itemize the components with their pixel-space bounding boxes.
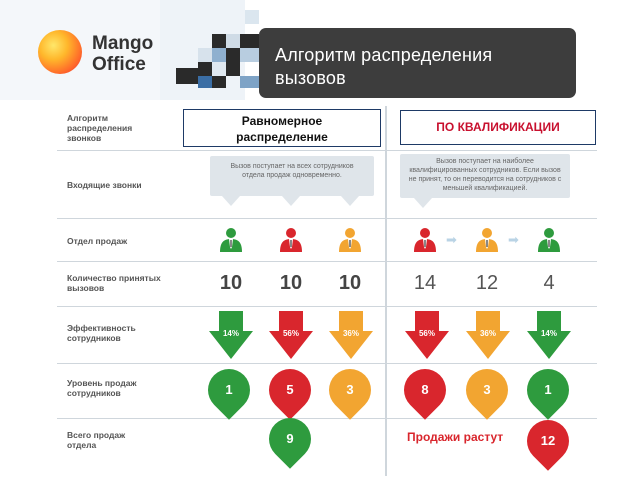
sales-grow-label: Продажи растут [407,430,504,444]
efficiency-value: 14% [222,329,239,338]
sales-value: 3 [346,382,354,397]
row-label-department: Отдел продаж [67,236,128,246]
count-left-3: 10 [338,272,362,294]
efficiency-arrow-icon [466,311,510,359]
person-icon [218,227,244,253]
column-header-equal: Равномерное распределение [183,109,381,147]
count-right-1: 14 [413,272,437,294]
arrow-right-icon: ➡ [508,232,519,247]
bubble-tail [341,196,359,206]
efficiency-value: 14% [540,329,557,338]
incoming-bubble-right: Вызов поступает на наиболее квалифицированных сотрудников. Если вызов не принят, то он переводится на сотрудников с меньшей квалификацией. [400,154,570,198]
row-label-efficiency: Эффективность сотрудников [67,323,136,343]
count-left-2: 10 [279,272,303,294]
row-label-total: Всего продаж отдела [67,430,126,450]
slide-title-box [259,28,576,98]
sales-value: 12 [540,433,556,448]
efficiency-value: 56% [418,329,435,338]
row-label-sales: Уровень продаж сотрудников [67,378,137,398]
incoming-bubble-left: Вызов поступает на всех сотрудников отдела продаж одновременно. [210,156,374,196]
person-icon [412,227,438,253]
row-label-calls: Количество принятых вызовов [67,273,161,293]
efficiency-arrow-icon [405,311,449,359]
bubble-tail [222,196,240,206]
bubble-tail [282,196,300,206]
row-label-incoming: Входящие звонки [67,180,142,190]
slide-title: Алгоритм распределения вызовов [275,45,493,88]
efficiency-value: 36% [342,329,359,338]
efficiency-arrow-icon [269,311,313,359]
sales-value: 5 [286,382,294,397]
efficiency-value: 56% [282,329,299,338]
efficiency-value: 36% [479,329,496,338]
mango-logo-icon [38,30,82,74]
bubble-tail [414,198,432,208]
sales-value: 9 [286,431,294,446]
person-icon [337,227,363,253]
count-right-2: 12 [475,272,499,294]
arrow-right-icon: ➡ [446,232,457,247]
column-header-qualification: ПО КВАЛИФИКАЦИИ [400,110,596,145]
count-left-1: 10 [219,272,243,294]
sales-value: 1 [544,382,552,397]
efficiency-arrow-icon [209,311,253,359]
efficiency-arrow-icon [527,311,571,359]
efficiency-arrow-icon [329,311,373,359]
person-icon [474,227,500,253]
sales-value: 3 [483,382,491,397]
person-icon [536,227,562,253]
logo-text: Mango Office [92,33,154,75]
sales-value: 8 [421,382,429,397]
sales-value: 1 [225,382,233,397]
person-icon [278,227,304,253]
corner-label: Алгоритм распределения звонков [67,113,133,143]
count-right-3: 4 [543,272,555,294]
